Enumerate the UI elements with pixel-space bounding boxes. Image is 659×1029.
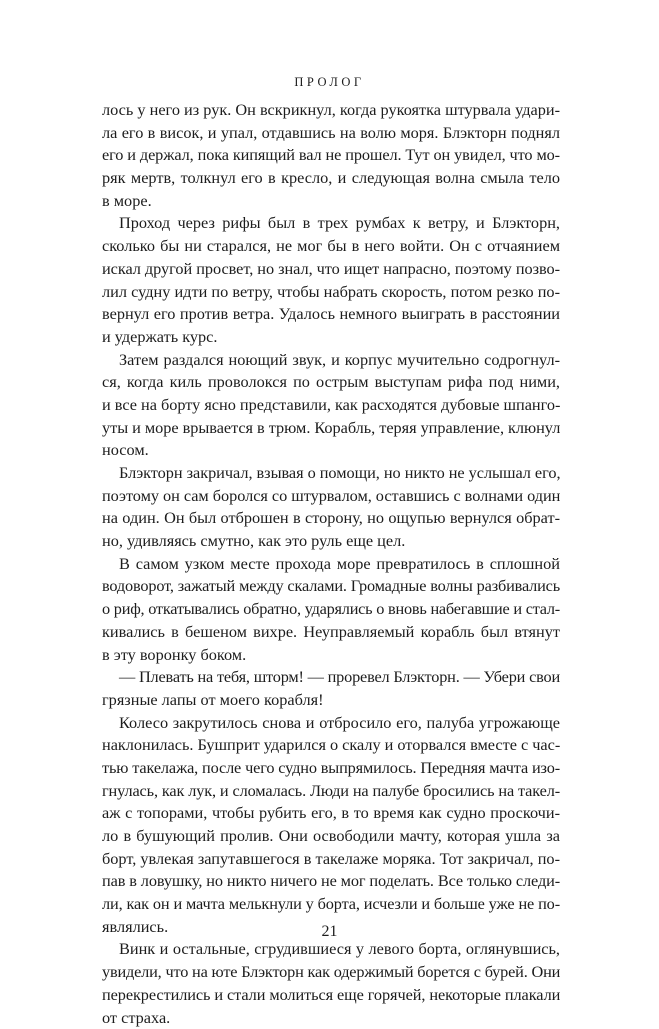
paragraph [102, 712, 560, 939]
text-line: ла его в висок, и упал, отдавшись на волю моря. Блэкторн поднял [102, 122, 560, 145]
text-line: Колесо закрутилось снова и отбросило его, палуба угрожающе [102, 712, 560, 735]
text-line: сколько бы ни старался, не мог бы в него войти. Он с отчаянием [102, 235, 560, 258]
page-number: 21 [0, 922, 659, 942]
text-line: — Плевать на тебя, шторм! — проревел Блэкторн. — Убери свои [102, 666, 560, 689]
text-line: вернул его против ветра. Удалось немного выиграть в расстоянии [102, 303, 560, 326]
text-line: пав в ловушку, но никто ничего не мог поделать. Все только следи- [102, 870, 560, 893]
text-line: в эту воронку боком. [102, 644, 560, 667]
paragraph [102, 938, 560, 1029]
text-line: увидели, что на юте Блэкторн как одержимый борется с бурей. Они [102, 961, 560, 984]
text-line: ся, когда киль проволокся по острым выступам рифа под ними, [102, 371, 560, 394]
text-line: Блэкторн закричал, взывая о помощи, но никто не услышал его, [102, 462, 560, 485]
text-line: гнулась, как лук, и сломалась. Люди на палубе бросились на такел- [102, 780, 560, 803]
text-line: и удержать курс. [102, 326, 560, 349]
text-line: грязные лапы от моего корабля! [102, 689, 560, 712]
text-line: и все на борту ясно представили, как расходятся дубовые шпанго- [102, 394, 560, 417]
text-line: В самом узком месте прохода море превратилось в сплошной [102, 553, 560, 576]
text-line: уты и море врывается в трюм. Корабль, теряя управление, клюнул [102, 417, 560, 440]
text-line: на один. Он был отброшен в сторону, но ощупью вернулся обрат- [102, 507, 560, 530]
running-head: ПРОЛОГ [0, 74, 659, 90]
text-line: водоворот, зажатый между скалами. Громадные волны разбивались [102, 575, 560, 598]
text-line: искал другой просвет, но знал, что ищет напрасно, поэтому позво- [102, 258, 560, 281]
text-line: тью такелажа, после чего судно выпрямилось. Передняя мачта изо- [102, 757, 560, 780]
text-line: кивались в бешеном вихре. Неуправляемый корабль был втянут [102, 621, 560, 644]
text-line: ло в бушующий пролив. Они освободили мачту, которая ушла за [102, 825, 560, 848]
text-line: поэтому он сам боролся со штурвалом, оставшись с волнами один [102, 485, 560, 508]
paragraph [102, 553, 560, 666]
text-line: его и держал, пока кипящий вал не прошел. Тут он увидел, что мо- [102, 144, 560, 167]
text-line: аж с топорами, чтобы рубить его, в то время как судно проскочи- [102, 802, 560, 825]
paragraph [102, 99, 560, 212]
text-line: но, удивляясь смутно, как это руль еще цел. [102, 530, 560, 553]
text-line: борт, увлекая запутавшегося в такелаже моряка. Тот закричал, по- [102, 848, 560, 871]
text-line: лил судну идти по ветру, чтобы набрать скорость, потом резко по- [102, 281, 560, 304]
paragraph [102, 666, 560, 711]
text-line: Затем раздался ноющий звук, и корпус мучительно содрогнул- [102, 349, 560, 372]
text-line: от страха. [102, 1007, 560, 1029]
text-line: о риф, откатывались обратно, ударялись о вновь набегавшие и стал- [102, 598, 560, 621]
text-line: Винк и остальные, сгрудившиеся у левого борта, оглянувшись, [102, 938, 560, 961]
paragraph [102, 349, 560, 462]
text-line: являлись. [102, 916, 560, 939]
text-line: ряк мертв, толкнул его в кресло, и следующая волна смыла тело [102, 167, 560, 190]
text-line: Проход через рифы был в трех румбах к ветру, и Блэкторн, [102, 212, 560, 235]
text-line: перекрестились и стали молиться еще горячей, некоторые плакали [102, 984, 560, 1007]
paragraph [102, 462, 560, 553]
text-line: ли, как он и мачта мелькнули у борта, исчезли и больше уже не по- [102, 893, 560, 916]
body-text [102, 99, 560, 1029]
text-line: лось у него из рук. Он вскрикнул, когда рукоятка штурвала удари- [102, 99, 560, 122]
text-line: носом. [102, 439, 560, 462]
text-line: в море. [102, 190, 560, 213]
paragraph [102, 212, 560, 348]
text-line: наклонилась. Бушприт ударился о скалу и оторвался вместе с час- [102, 734, 560, 757]
